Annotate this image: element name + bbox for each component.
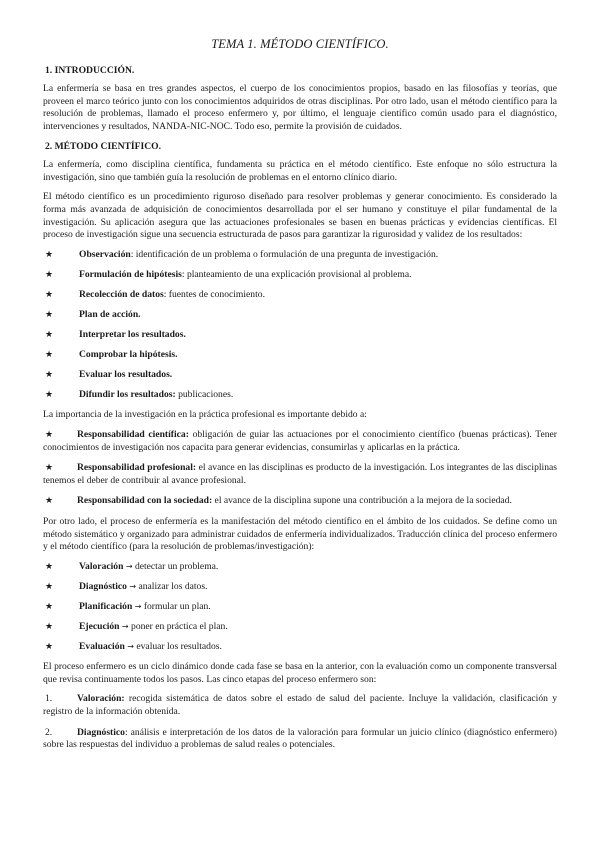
list-item [43,269,557,282]
phase-term: Planificación [79,601,133,612]
phase-desc: analizar los datos. [138,580,208,592]
paragraph-ciclo: El proceso enfermero es un ciclo dinámico donde cada fase se basa en la anterior, con la evaluación como un componente transversal que revisa continuamente todos los pasos. Las cinco etapas del proceso enfermero son: [43,661,557,685]
arrow-right-icon: → [134,602,142,611]
paragraph-disciplina: La enfermería, como disciplina científica, fundamenta su práctica en el método científico. Este enfoque no sólo estructura la investigación, sino que también guía la resolución de problemas en el entorno clínico diario. [43,159,557,183]
list-item [43,429,557,454]
step-term: Difundir los resultados: [79,389,176,401]
importance-desc: obligación de guiar las actuaciones por el conocimiento científico (buenas prácticas). Tener conocimientos de investigación nos capacita para generar evidencias, consumirlas y aplicarlas en la práctica. [43,429,557,453]
star-bullet-icon: ★ [45,602,54,612]
phase-desc: formular un plan. [143,601,211,612]
paragraph-proceso: Por otro lado, el proceso de enfermería es la manifestación del método científico en el ámbito de los cuidados. Se define como un método sistemático y organizado para administrar cuidados de enfermería individualizados. Traducción clínica del proceso enfermero y el método científico (para la resolución de problemas/investigación): [43,516,557,553]
process-stages-list [43,693,557,751]
intro-paragraph: La enfermería se basa en tres grandes aspectos, el cuerpo de los conocimientos propios, basado en las filosofías y teorías, que proveen el marco teórico junto con los conocimientos adquiridos de otras disciplinas. Por otro lado, usan el método científico para la resolución de problemas, llamado el proceso enfermero y, por último, el lenguaje científico común usado para el diagnóstico, intervenciones y resultados, NANDA-NIC-NOC. Todo eso, permite la provisión de cuidados. [43,83,557,132]
list-item [43,601,557,614]
phase-term: Valoración [79,560,124,572]
section-heading-introduccion: 1. INTRODUCCIÓN. [45,64,135,76]
importance-desc: el avance de la disciplina supone una contribución a la mejora de la sociedad. [212,495,512,507]
importance-desc: el avance en las disciplinas es producto de la investigación. Los integrantes de las disciplinas tenemos el deber de contribuir al avance profesional. [43,462,557,486]
list-item [43,329,557,342]
list-item [43,309,557,322]
list-item [43,369,557,382]
list-item [43,621,557,634]
paragraph-metodo: El método científico es un procedimiento riguroso diseñado para resolver problemas y generar conocimiento. Es considerado la forma más avanzada de adquisición de conocimientos desarrollada por el ser humano y constituye el pilar fundamental de la investigación. Su aplicación asegura que las actuaciones profesionales se basen en buenas prácticas y evidencias científicas. El proceso de investigación sigue una secuencia estructurada de pasos para garantizar la rigurosidad y validez de los resultados: [43,191,557,241]
arrow-right-icon: → [125,561,133,571]
list-item [43,462,557,487]
star-bullet-icon: ★ [45,310,54,320]
star-bullet-icon: ★ [45,390,54,401]
list-item [43,693,557,718]
stage-desc: : análisis e interpretación de los datos de la valoración para formular un juicio clínico (diagnóstico enfermero) sobre las respuestas del individuo a problemas de salud reales o potenciales. [43,726,557,751]
step-term: Plan de acción. [79,309,141,320]
star-bullet-icon: ★ [45,350,54,361]
star-bullet-icon: ★ [45,561,54,572]
list-item [43,289,557,302]
importance-term: Responsabilidad profesional: [77,462,197,474]
list-item [43,641,557,654]
star-bullet-icon: ★ [45,581,54,592]
importance-term: Responsabilidad científica: [77,429,189,441]
star-bullet-icon: ★ [45,289,54,300]
star-bullet-icon: ★ [45,269,54,280]
list-item [43,727,557,752]
step-desc: : planteamiento de una explicación provisional al problema. [181,268,412,280]
star-bullet-icon: ★ [45,463,54,474]
research-steps-list [43,249,557,402]
star-bullet-icon: ★ [45,642,54,653]
list-item [43,561,557,574]
nursing-process-phases-list [43,561,557,654]
phase-desc: evaluar los resultados. [136,641,222,653]
step-desc: : fuentes de conocimiento. [163,288,265,300]
step-desc: publicaciones. [175,389,234,401]
star-bullet-icon: ★ [45,430,54,441]
step-desc: : identificación de un problema o formulación de una pregunta de investigación. [130,248,439,260]
list-item [43,581,557,594]
star-bullet-icon: ★ [45,249,54,260]
list-item [43,495,557,508]
step-term: Observación [79,248,131,260]
importance-intro: La importancia de la investigación en la práctica profesional es importante debido a: [43,409,367,421]
importance-list [43,429,557,508]
star-bullet-icon: ★ [45,370,54,381]
list-item [43,249,557,262]
arrow-right-icon: → [129,581,137,591]
stage-number: 2. [45,726,53,738]
arrow-right-icon: → [121,622,129,632]
stage-desc: recogida sistemática de datos sobre el estado de salud del paciente. Incluye la validación, clasificación y registro de la información obtenida. [43,693,557,718]
step-term: Recolección de datos [79,288,164,300]
phase-desc: detectar un problema. [134,560,219,572]
star-bullet-icon: ★ [45,622,54,633]
phase-term: Diagnóstico [79,580,127,592]
stage-term: Valoración: [77,693,125,705]
step-term: Formulación de hipótesis [79,268,182,280]
star-bullet-icon: ★ [45,496,54,507]
section-heading-metodo-cientifico: 2. MÉTODO CIENTÍFICO. [45,140,162,152]
step-term: Comprobar la hipótesis. [79,349,178,361]
document-title: TEMA 1. MÉTODO CIENTÍFICO. [211,37,389,51]
phase-desc: poner en práctica el plan. [131,621,228,633]
phase-term: Ejecución [79,621,120,633]
stage-number: 1. [45,693,53,705]
phase-term: Evaluación [79,641,125,653]
stage-term: Diagnóstico [77,726,125,738]
step-term: Evaluar los resultados. [79,369,173,381]
importance-term: Responsabilidad con la sociedad: [77,495,213,507]
list-item [43,349,557,362]
step-term: Interpretar los resultados. [79,329,186,341]
list-item [43,389,557,402]
arrow-right-icon: → [127,642,134,652]
star-bullet-icon: ★ [45,330,54,341]
